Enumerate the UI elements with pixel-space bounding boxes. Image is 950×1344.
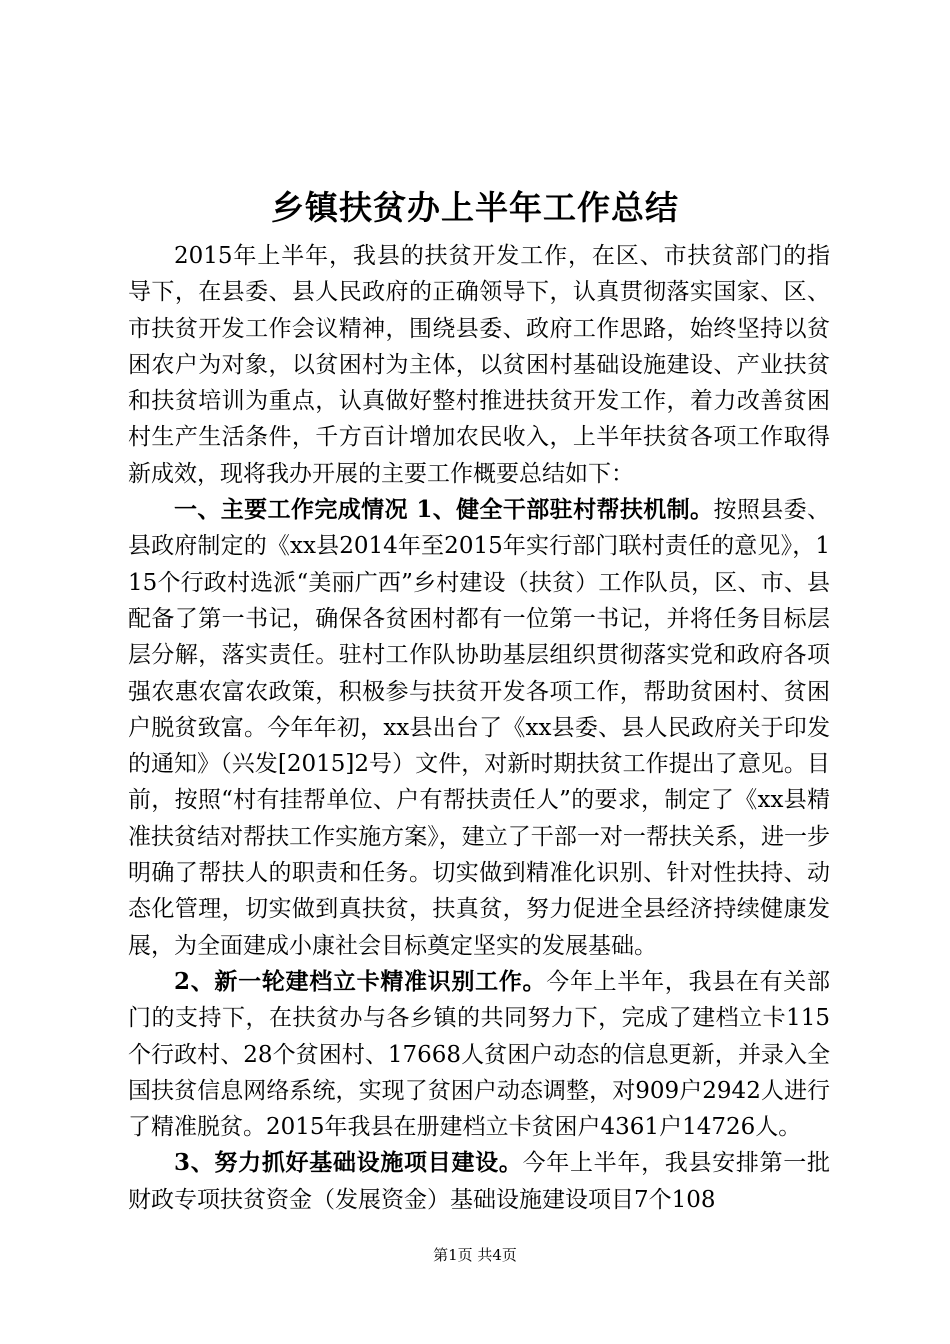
paragraph-section-2: [128, 964, 830, 1145]
page-title: 乡镇扶贫办上半年工作总结: [271, 188, 679, 227]
page-footer: 第1页 共4页: [433, 1246, 517, 1264]
section-3-text: 今年上半年，我县安排第一批财政专项扶贫资金（发展资金）基础设施建设项目7个108: [128, 1150, 830, 1213]
section-2-heading: 2、新一轮建档立卡精准识别工作。: [174, 967, 547, 995]
section-3-heading: 3、努力抓好基础设施项目建设。: [174, 1149, 523, 1177]
paragraph-section-3: [128, 1145, 830, 1218]
section-1-heading: 一、主要工作完成情况 1、健全干部驻村帮扶机制。: [174, 496, 714, 524]
paragraph-intro: [128, 238, 830, 492]
paragraph-intro-text: 2015年上半年，我县的扶贫开发工作，在区、市扶贫部门的指导下，在县委、县人民政府的正确领导下，认真贯彻落实国家、区、市扶贫开发工作会议精神，围绕县委、政府工作思路，始终坚持以贫困农户为对象，以贫困村为主体，以贫困村基础设施建设、产业扶贫和扶贫培训为重点，认真做好整村推进扶贫开发工作，着力改善贫困村生产生活条件，千方百计增加农民收入，上半年扶贫各项工作取得新成效，现将我办开展的主要工作概要总结如下：: [128, 243, 830, 487]
document-body: [128, 238, 830, 1218]
section-1-text: 按照县委、县政府制定的《xx县2014年至2015年实行部门联村责任的意见》，115个行政村选派“美丽广西”乡村建设（扶贫）工作队员，区、市、县配备了第一书记，确保各贫困村都有一位第一书记，并将任务目标层层分解，落实责任。驻村工作队协助基层组织贯彻落实党和政府各项强农惠农富农政策，积极参与扶贫开发各项工作，帮助贫困村、贫困户脱贫致富。今年年初，xx县出台了《xx县委、县人民政府关于印发的通知》（兴发[2015]2号）文件，对新时期扶贫工作提出了意见。目前，按照“村有挂帮单位、户有帮扶责任人”的要求，制定了《xx县精准扶贫结对帮扶工作实施方案》，建立了干部一对一帮扶关系，进一步明确了帮扶人的职责和任务。切实做到精准化识别、针对性扶持、动态化管理，切实做到真扶贫，扶真贫，努力促进全县经济持续健康发展，为全面建成小康社会目标奠定坚实的发展基础。: [128, 497, 831, 959]
section-2-text: 今年上半年，我县在有关部门的支持下，在扶贫办与各乡镇的共同努力下，完成了建档立卡115个行政村、28个贫困村、17668人贫困户动态的信息更新，并录入全国扶贫信息网络系统，实现了贫困户动态调整，对909户2942人进行了精准脱贫。2015年我县在册建档立卡贫困户4361户14726人。: [128, 968, 830, 1141]
paragraph-section-1: [128, 492, 830, 964]
